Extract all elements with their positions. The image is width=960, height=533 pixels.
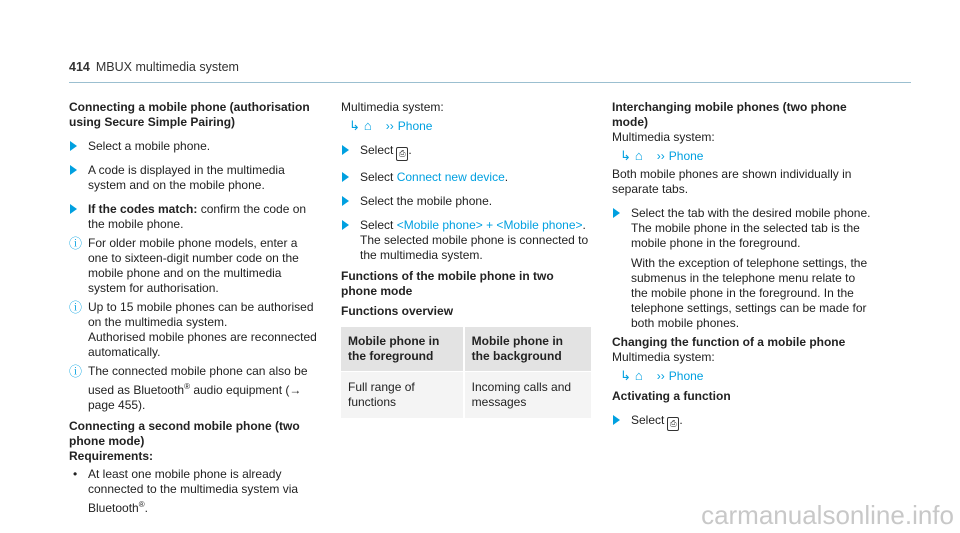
heading-activating-function: Activating a function xyxy=(612,389,731,403)
path-item-phone: Phone xyxy=(397,119,433,133)
step-select-device-icon: Select ⎙ . xyxy=(612,413,872,431)
note-older-models: ⓘ For older mobile phone models, enter a one to sixteen-digit number code on the mobile phone and on the multimedia system for authorisation. xyxy=(69,236,299,295)
note-fifteen-phones: ⓘ Up to 15 mobile phones can be authorised on the multimedia system. Authorised mobile phones are reconnected automatically. xyxy=(69,300,317,359)
table-header: Mobile phone in the foreground xyxy=(341,327,464,372)
two-phones-option: <Mobile phone> + <Mobile phone> xyxy=(396,218,583,232)
page-header xyxy=(69,60,239,74)
requirements-label: Requirements: xyxy=(69,449,154,463)
step-arrow-icon xyxy=(70,204,77,214)
running-title: MBUX multimedia system xyxy=(95,60,239,74)
step-arrow-icon xyxy=(613,415,620,425)
menu-path xyxy=(341,118,591,134)
step-select-mobile-phone: Select the mobile phone. xyxy=(341,194,591,209)
heading-interchanging-phones: Interchanging mobile phones (two phone mode) xyxy=(612,100,847,129)
table-cell: Full range of functions xyxy=(341,372,464,419)
path-item-phone: Phone xyxy=(668,369,704,383)
home-icon: ⌂ xyxy=(634,148,643,163)
step-select-device-icon: Select ⎙ . xyxy=(341,143,591,161)
step-arrow-icon xyxy=(70,141,77,151)
home-icon: ⌂ xyxy=(363,118,372,133)
step-arrow-icon xyxy=(70,165,77,175)
step-arrow-icon xyxy=(342,145,349,155)
column-2 xyxy=(341,100,591,418)
home-icon: ⌂ xyxy=(634,368,643,383)
separate-tabs-paragraph: Both mobile phones are shown individually in separate tabs. xyxy=(612,167,852,196)
connect-new-device-link: Connect new device xyxy=(396,170,505,184)
column-3 xyxy=(612,100,872,431)
info-icon: ⓘ xyxy=(69,300,83,315)
heading-functions-two-phone: Functions of the mobile phone in two phone mode xyxy=(341,269,554,298)
step-arrow-icon xyxy=(342,196,349,206)
phone-device-icon: ⎙ xyxy=(396,147,408,161)
step-connect-new-device: Select Connect new device. xyxy=(341,170,591,185)
heading-functions-overview: Functions overview xyxy=(341,304,454,318)
step-arrow-icon xyxy=(342,172,349,182)
page-number: 414 xyxy=(69,60,90,74)
note-bluetooth-audio: ⓘ The connected mobile phone can also be used as Bluetooth® audio equipment (→ page 455). xyxy=(69,364,308,412)
bullet-dot: • xyxy=(73,467,78,481)
path-arrow-icon: ↳ xyxy=(349,118,360,133)
step-arrow-icon xyxy=(342,220,349,230)
menu-path xyxy=(612,368,872,384)
info-icon: ⓘ xyxy=(69,236,83,251)
step-code-displayed: A code is displayed in the multimedia system and on the mobile phone. xyxy=(69,163,319,193)
info-icon: ⓘ xyxy=(69,364,83,379)
path-arrow-icon: ↳ xyxy=(620,368,631,383)
watermark: carmanualsonline.info xyxy=(701,500,954,530)
table-cell: Incoming calls and messages xyxy=(464,372,591,419)
heading-connecting-mobile-phone: Connecting a mobile phone (authorisation using Secure Simple Pairing) xyxy=(69,100,310,129)
functions-table xyxy=(341,327,591,418)
menu-intro: Multimedia system: xyxy=(341,100,444,114)
menu-path xyxy=(612,148,872,164)
menu-intro: Multimedia system: xyxy=(612,130,715,144)
column-1 xyxy=(69,100,319,516)
phone-device-icon: ⎙ xyxy=(667,417,679,431)
chevron-right-icon: ›› xyxy=(656,149,665,163)
path-item-phone: Phone xyxy=(668,149,704,163)
step-select-two-phones: Select <Mobile phone> + <Mobile phone>. The selected mobile phone is connected to the multimedia system. xyxy=(341,218,591,263)
step-select-phone: Select a mobile phone. xyxy=(69,139,319,154)
table-header: Mobile phone in the background xyxy=(464,327,591,372)
step-confirm-code: If the codes match: confirm the code on the mobile phone. xyxy=(69,202,319,232)
requirement-bullet: • At least one mobile phone is already connected to the multimedia system via Bluetooth®. xyxy=(73,467,299,515)
heading-second-phone: Connecting a second mobile phone (two phone mode) xyxy=(69,419,300,448)
heading-changing-function: Changing the function of a mobile phone xyxy=(612,335,846,349)
menu-intro: Multimedia system: xyxy=(612,350,715,364)
chevron-right-icon: ›› xyxy=(656,369,665,383)
chevron-right-icon: ›› xyxy=(385,119,394,133)
step-arrow-icon xyxy=(613,208,620,218)
path-arrow-icon: ↳ xyxy=(620,148,631,163)
header-rule xyxy=(69,82,911,83)
step-select-tab: Select the tab with the desired mobile phone. The mobile phone in the selected tab is the mobile phone in the foreground. With the exception of telephone settings, the submenus in the telephone menu relate to the mobile phone in the foreground. In the telephone settings, settings can be made for both mobile phones. xyxy=(612,206,872,331)
table-row xyxy=(341,372,591,419)
